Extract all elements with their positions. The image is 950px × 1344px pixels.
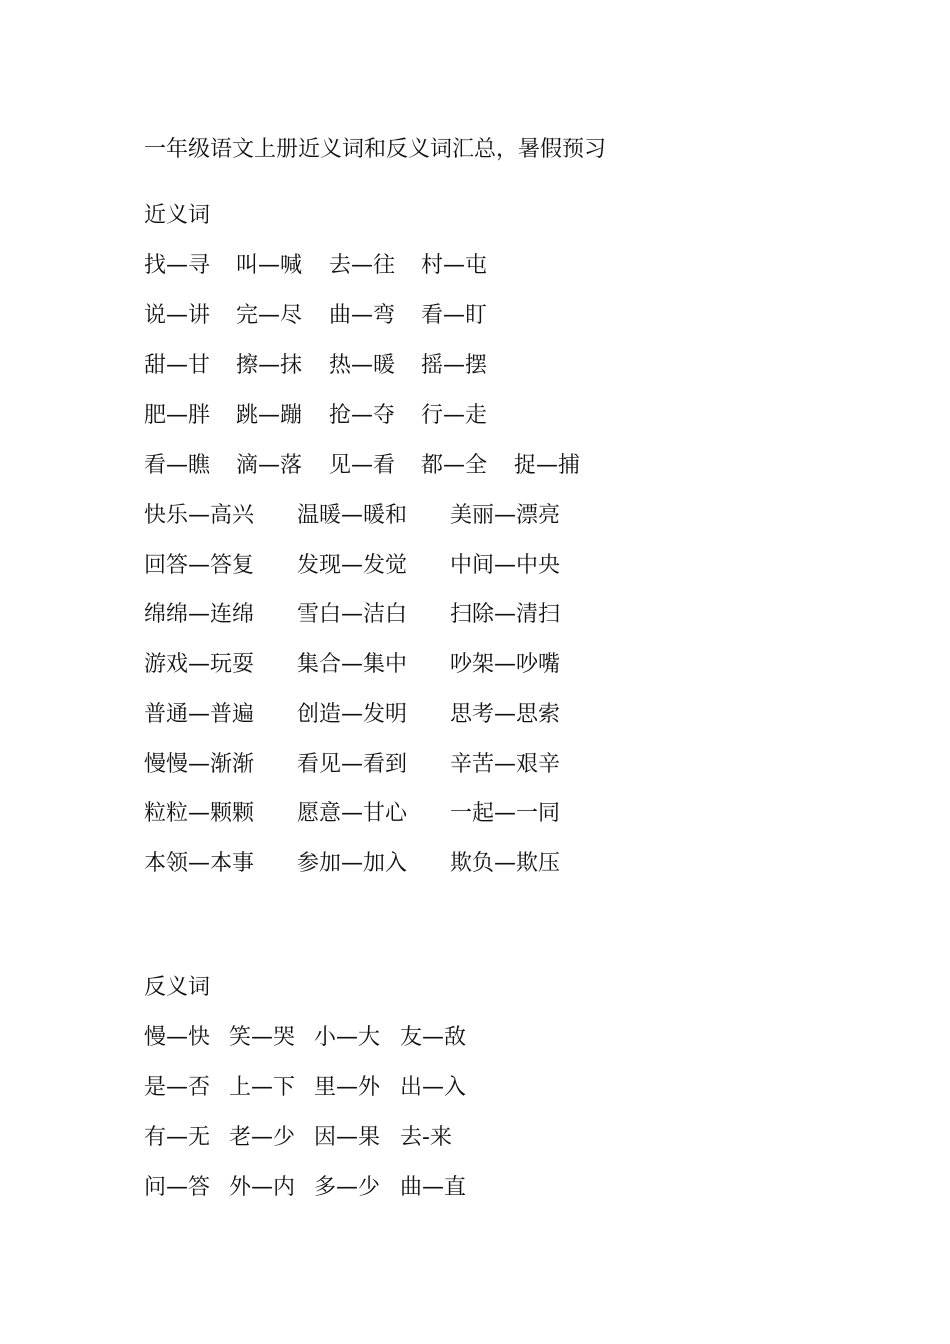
antonym-pair: 问—答: [144, 1175, 211, 1200]
synonym-pair: 游戏—玩耍: [144, 652, 255, 677]
antonyms-heading: 反义词: [144, 975, 211, 1000]
synonym-pair: 快乐—高兴: [144, 503, 255, 528]
synonym-pair: 雪白—洁白: [297, 602, 408, 627]
synonym-pair: 村—屯: [421, 253, 488, 278]
synonym-pair: 行—走: [421, 403, 488, 428]
antonym-pair: 老—少: [229, 1125, 296, 1150]
synonym-pair: 思考—思索: [450, 702, 561, 727]
antonym-pair: 友—敌: [400, 1025, 467, 1050]
synonym-pair: 普通—普遍: [144, 702, 255, 727]
synonym-pair: 擦—抹: [236, 353, 303, 378]
synonym-pair: 热—暖: [329, 353, 396, 378]
antonym-pair: 里—外: [314, 1075, 381, 1100]
synonym-pair: 说—讲: [144, 303, 211, 328]
synonym-pair: 看见—看到: [297, 752, 408, 777]
synonyms-heading: 近义词: [144, 203, 211, 228]
synonym-pair: 回答—答复: [144, 553, 255, 578]
synonym-pair: 看—瞧: [144, 453, 211, 478]
synonym-pair: 抢—夺: [329, 403, 396, 428]
synonym-pair: 捉—捕: [514, 453, 581, 478]
synonym-pair: 粒粒—颗颗: [144, 801, 255, 826]
synonym-pair: 温暖—暖和: [297, 503, 408, 528]
synonym-pair: 扫除—清扫: [450, 602, 561, 627]
antonym-pair: 出—入: [400, 1075, 467, 1100]
synonym-pair: 集合—集中: [297, 652, 408, 677]
synonym-pair: 慢慢—渐渐: [144, 752, 255, 777]
synonym-pair: 欺负—欺压: [450, 851, 561, 876]
synonym-pair: 中间—中央: [450, 553, 561, 578]
antonym-pair: 因—果: [314, 1125, 381, 1150]
synonym-pair: 辛苦—艰辛: [450, 752, 561, 777]
antonym-pair: 曲—直: [400, 1175, 467, 1200]
synonym-pair: 去—往: [329, 253, 396, 278]
synonym-pair: 找—寻: [144, 253, 211, 278]
synonym-pair: 创造—发明: [297, 702, 408, 727]
synonym-pair: 愿意—甘心: [297, 801, 408, 826]
synonym-pair: 吵架—吵嘴: [450, 652, 561, 677]
antonym-pair: 是—否: [144, 1075, 211, 1100]
synonym-pair: 跳—蹦: [236, 403, 303, 428]
synonym-pair: 参加—加入: [297, 851, 408, 876]
antonym-pair: 上—下: [229, 1075, 296, 1100]
synonym-pair: 都—全: [421, 453, 488, 478]
synonym-pair: 看—盯: [421, 303, 488, 328]
synonym-pair: 叫—喊: [236, 253, 303, 278]
synonym-pair: 曲—弯: [329, 303, 396, 328]
synonym-pair: 一起—一同: [450, 801, 561, 826]
antonym-pair: 小—大: [314, 1025, 381, 1050]
synonym-pair: 甜—甘: [144, 353, 211, 378]
synonym-pair: 绵绵—连绵: [144, 602, 255, 627]
antonym-pair: 慢—快: [144, 1025, 211, 1050]
synonym-pair: 完—尽: [236, 303, 303, 328]
synonym-pair: 见—看: [329, 453, 396, 478]
antonym-pair: 笑—哭: [229, 1025, 296, 1050]
antonym-pair: 有—无: [144, 1125, 211, 1150]
page-title: 一年级语文上册近义词和反义词汇总，暑假预习: [144, 137, 607, 162]
synonym-pair: 滴—落: [236, 453, 303, 478]
antonym-pair: 外—内: [229, 1175, 296, 1200]
synonym-pair: 肥—胖: [144, 403, 211, 428]
synonym-pair: 发现—发觉: [297, 553, 408, 578]
synonym-pair: 摇—摆: [421, 353, 488, 378]
synonym-pair: 美丽—漂亮: [450, 503, 561, 528]
synonym-pair: 本领—本事: [144, 851, 255, 876]
antonym-pair: 去-来: [400, 1125, 452, 1150]
antonym-pair: 多—少: [314, 1175, 381, 1200]
